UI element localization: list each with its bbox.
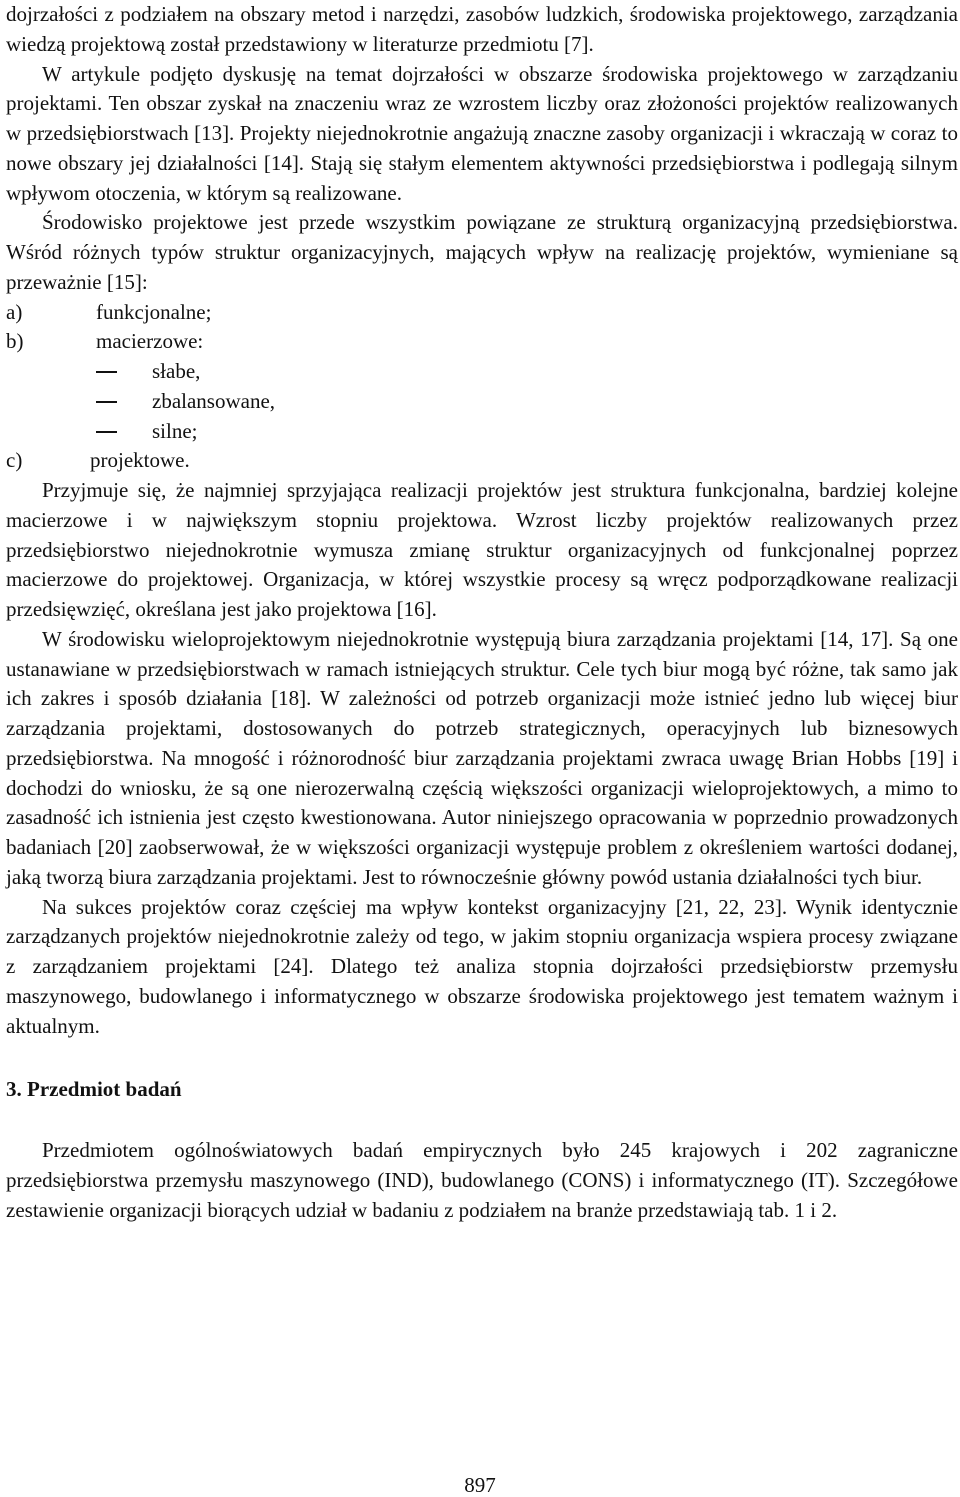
dash-bullet-icon xyxy=(96,401,117,403)
list-marker-b: b) xyxy=(6,329,24,354)
structure-types-list xyxy=(6,298,958,477)
list-marker-c: c) xyxy=(6,448,23,473)
spacer xyxy=(6,1041,958,1075)
dash-bullet-icon xyxy=(96,431,117,433)
sublist-label: silne; xyxy=(152,418,198,443)
page-number: 897 xyxy=(464,1473,496,1497)
dash-bullet-icon xyxy=(96,371,117,373)
list-item-b xyxy=(6,327,958,357)
list-label-b: macierzowe: xyxy=(96,329,204,354)
paragraph-2: W artykule podjęto dyskusję na temat dojrzałości w obszarze środowiska projektowego w zarządzaniu projektami. Ten obszar zyskał na znaczeniu wraz ze wzrostem liczby oraz złożoności projektów realizowanych w przedsiębiorstwach [13]. Projekty niejednokrotnie angażują znaczne zasoby organizacji i wkraczają w coraz to nowe obszary jej działalności [14]. Stają się stałym elementem aktywności przedsiębiorstwa i podlegają silnym wpływom otoczenia, w którym są realizowane. xyxy=(6,61,958,205)
page-body xyxy=(6,0,958,1225)
sublist-item xyxy=(6,417,958,447)
paragraph-6: Na sukces projektów coraz częściej ma wpływ kontekst organizacyjny [21, 22, 23]. Wynik identycznie zarządzanych projektów niejednokrotnie zależy od tego, w jakim stopniu organizacja wspiera procesy związane z zarządzaniem projektami [24]. Dlatego też analiza stopnia dojrzałości przedsiębiorstw przemysłu maszynowego, budowlanego i informatycznego w obszarze środowiska projektowego jest tematem ważnym i aktualnym. xyxy=(6,894,958,1038)
paragraph-1: dojrzałości z podziałem na obszary metod i narzędzi, zasobów ludzkich, środowiska projektowego, zarządzania wiedzą projektową został przedstawiony w literaturze przedmiotu [7]. xyxy=(6,2,958,56)
sublist-label: zbalansowane, xyxy=(152,388,276,413)
section-heading: 3. Przedmiot badań xyxy=(6,1077,182,1102)
list-label-a: funkcjonalne; xyxy=(96,299,212,324)
list-marker-a: a) xyxy=(6,299,23,324)
paragraph-7: Przedmiotem ogólnoświatowych badań empirycznych było 245 krajowych i 202 zagraniczne przedsiębiorstwa przemysłu maszynowego (IND), budowlanego (CONS) i informatycznego (IT). Szczegółowe zestawienie organizacji biorących udział w badaniu z podziałem na branże przedstawiają tab. 1 i 2. xyxy=(6,1138,958,1222)
sublist-item xyxy=(6,357,958,387)
list-item-c xyxy=(6,446,958,476)
paragraph-3: Środowisko projektowe jest przede wszystkim powiązane ze strukturą organizacyjną przedsiębiorstwa. Wśród różnych typów struktur organizacyjnych, mających wpływ na realizację projektów, wymieniane są przeważnie [15]: xyxy=(6,210,958,294)
list-label-c: projektowe. xyxy=(90,448,190,473)
paragraph-5: W środowisku wieloprojektowym niejednokrotnie występują biura zarządzania projektami [14, 17]. Są one ustanawiane w przedsiębiorstwach w ramach istniejących struktur. Cele tych biur mogą być różne, tak samo jak ich zakres i sposób działania [18]. W zależności od potrzeb organizacji może istnieć jedno lub więcej biur zarządzania projektami, dostosowanych do potrzeb strategicznych, operacyjnych lub biznesowych przedsiębiorstwa. Na mnogość i różnorodność biur zarządzania projektami zwraca uwagę Brian Hobbs [19] i dochodzi do wniosku, że są one nierozerwalną częścią większości organizacji wieloprojektowych, a mimo to zasadność ich istnienia jest często kwestionowana. Autor niniejszego opracowania w poprzednio prowadzonych badaniach [20] zaobserwował, że w większości organizacji występuje problem z określeniem wartości dodanej, jaką tworzą biura zarządzania projektami. Jest to równocześnie główny powód ustania działalności tych biur. xyxy=(6,626,958,889)
spacer xyxy=(6,1105,958,1136)
paragraph-4: Przyjmuje się, że najmniej sprzyjająca realizacji projektów jest struktura funkcjonalna, bardziej kolejne macierzowe i w największym stopniu projektowa. Wzrost liczby projektów realizowanych przez przedsiębiorstwo niejednokrotnie wymusza zmianę struktur organizacyjnych od funkcjonalnej poprzez macierzowe do projektowej. Organizacja, w której wszystkie procesy są wręcz podporządkowane realizacji przedsięwzięć, określana jest jako projektowa [16]. xyxy=(6,478,958,621)
sublist-label: słabe, xyxy=(152,359,201,383)
sublist-item xyxy=(6,387,958,417)
list-item-a xyxy=(6,298,958,328)
